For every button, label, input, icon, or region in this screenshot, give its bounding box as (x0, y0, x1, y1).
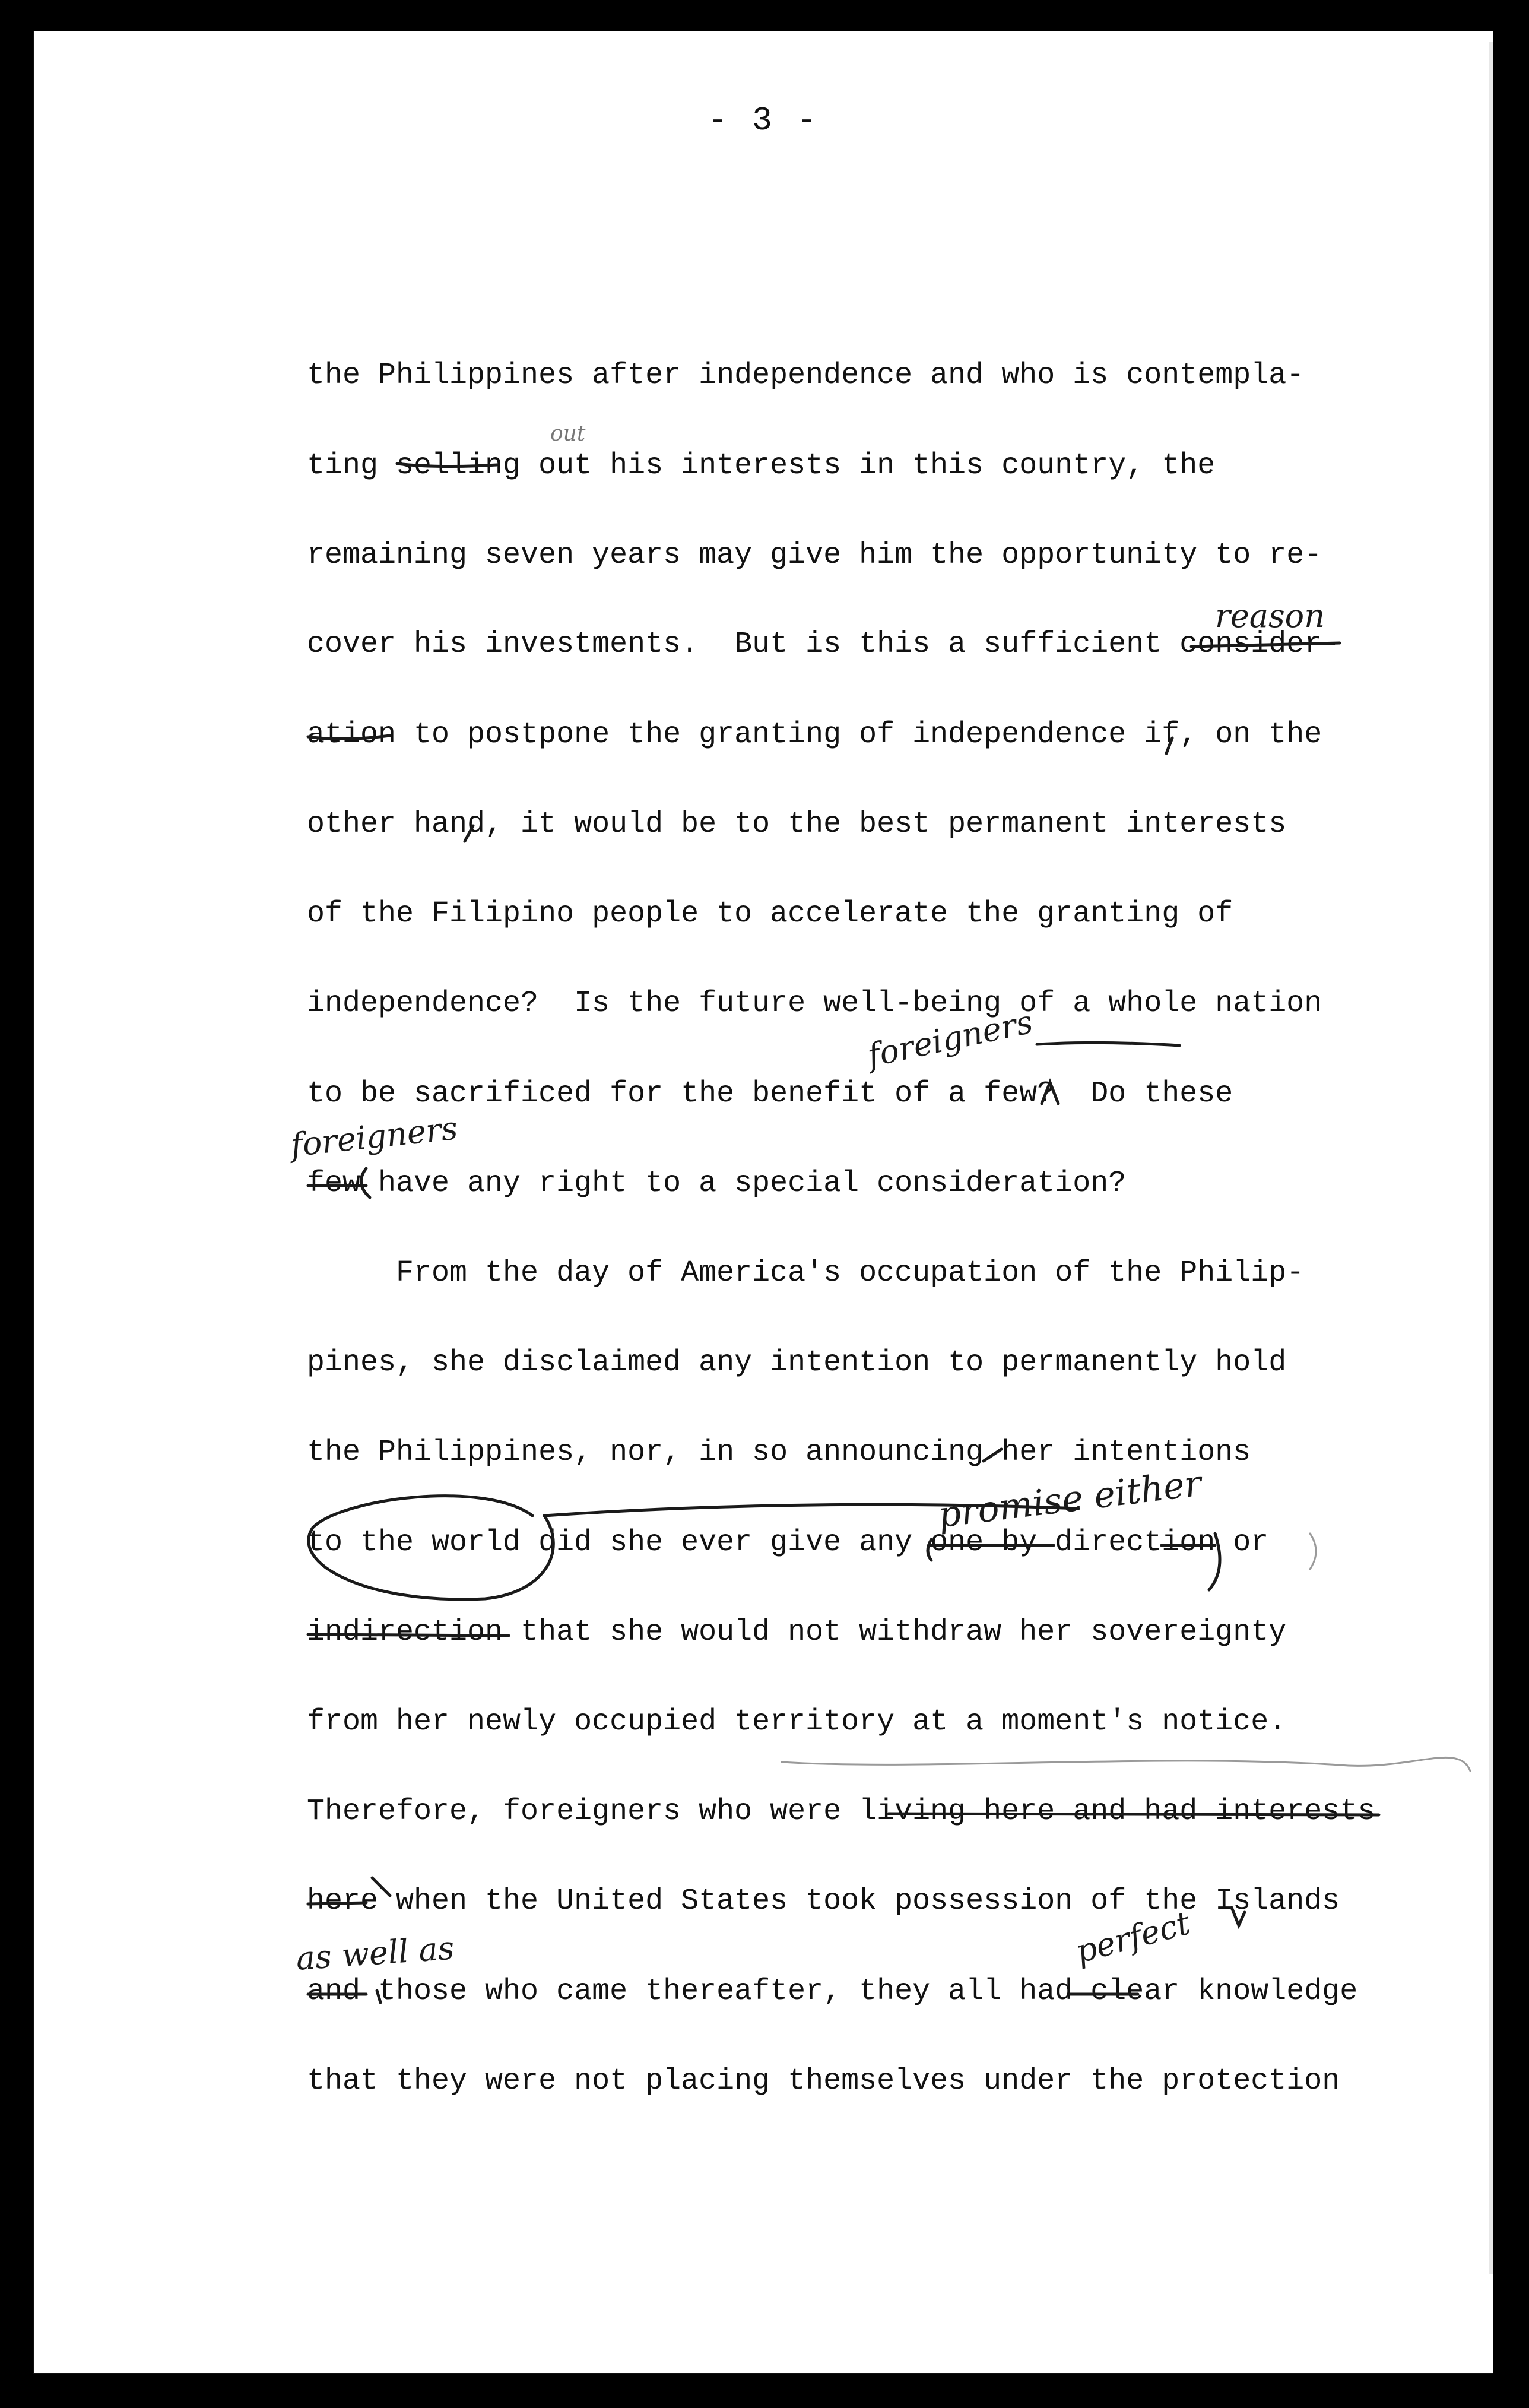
text-line-17: Therefore, foreigners who were living here and had interests (307, 1795, 1376, 1829)
text-line-7: of the Filipino people to accelerate the granting of (307, 897, 1233, 931)
text-line-3: remaining seven years may give him the opportunity to re- (307, 538, 1322, 572)
text-line-6: other hand, it would be to the best permanent interests (307, 807, 1287, 841)
annotation-above-clear: perfect (1071, 1904, 1194, 1971)
text-line-16: from her newly occupied territory at a moment's notice. (307, 1705, 1287, 1739)
annotation-above-selling: out (550, 422, 586, 446)
text-line-4: cover his investments. But is this a sufficient consider- (307, 628, 1340, 661)
text-line-12: pines, she disclaimed any intention to permanently hold (307, 1346, 1287, 1380)
text-line-5: ation to postpone the granting of independence if, on the (307, 718, 1322, 752)
text-line-20: that they were not placing themselves under the protection (307, 2064, 1340, 2098)
text-line-9: to be sacrificed for the benefit of a few? Do these (307, 1077, 1233, 1111)
text-line-14: to the world did she ever give any one by direction or (307, 1526, 1269, 1560)
annotation-before-few-2: foreigners (288, 1109, 459, 1164)
text-line-1: the Philippines after independence and who is contempla- (307, 359, 1305, 392)
text-line-15: indirection that she would not withdraw her sovereignty (307, 1615, 1287, 1649)
text-line-18: here when the United States took possession of the Islands (307, 1884, 1340, 1918)
annotation-above-consider: reason (1215, 597, 1325, 635)
annotation-above-one-by: promise either (935, 1462, 1204, 1536)
text-line-11: From the day of America's occupation of the Philip- (307, 1256, 1305, 1290)
text-line-2: ting selling out his interests in this country, the (307, 449, 1216, 483)
annotation-above-few-1: foreigners (864, 1003, 1036, 1075)
annotation-above-and: as well as (294, 1929, 456, 1978)
text-line-8: independence? Is the future well-being of a whole nation (307, 987, 1322, 1021)
typed-text-body (34, 31, 1493, 2373)
text-line-13: the Philippines, nor, in so announcing her intentions (307, 1436, 1251, 1469)
page-number: - 3 - (707, 102, 820, 140)
text-line-19: and those who came thereafter, they all had clear knowledge (307, 1975, 1358, 2008)
document-page (33, 31, 1493, 2374)
page-edge (1489, 42, 1493, 2274)
text-line-10: few have any right to a special consideration? (307, 1167, 1127, 1200)
